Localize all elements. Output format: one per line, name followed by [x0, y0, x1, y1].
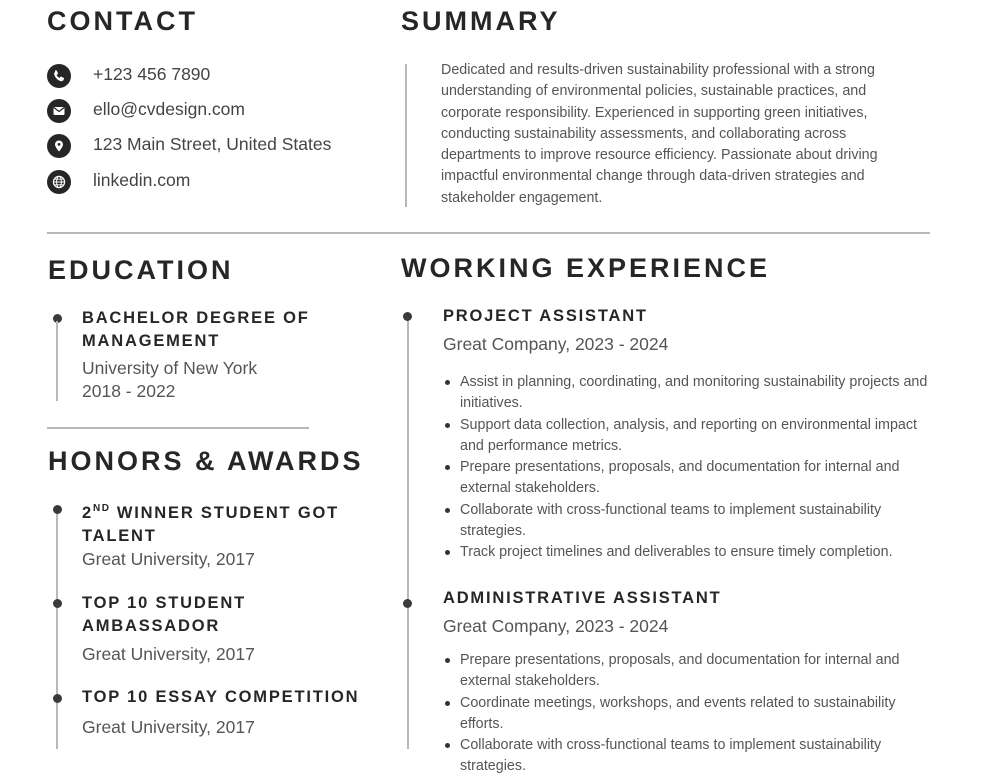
award-detail: Great University, 2017	[82, 644, 255, 664]
timeline-dot	[403, 312, 412, 321]
experience-heading: WORKING EXPERIENCE	[401, 253, 771, 283]
list-item: Collaborate with cross-functional teams to implement sustainability strategies.	[442, 500, 932, 543]
timeline-dot	[403, 599, 412, 608]
timeline-line	[407, 321, 409, 749]
timeline-dot	[53, 694, 62, 703]
contact-website[interactable]: linkedin.com	[93, 170, 191, 190]
list-item: Coordinate meetings, workshops, and events related to sustainability efforts.	[442, 693, 932, 736]
globe-icon	[47, 170, 71, 194]
job-bullets	[442, 650, 932, 778]
award-title-text: WINNER STUDENT GOT TALENT	[82, 504, 339, 545]
award-title: TOP 10 STUDENT AMBASSADOR	[82, 594, 246, 635]
job-title: ADMINISTRATIVE ASSISTANT	[443, 589, 722, 607]
summary-divider	[405, 64, 407, 207]
contact-phone[interactable]: +123 456 7890	[93, 64, 211, 84]
list-item: Prepare presentations, proposals, and documentation for internal and external stakeholders.	[442, 650, 932, 693]
timeline-dot	[53, 505, 62, 514]
list-item: Collaborate with cross-functional teams to implement sustainability strategies.	[442, 735, 932, 778]
contact-email[interactable]: ello@cvdesign.com	[93, 99, 245, 119]
job-bullets	[442, 372, 932, 564]
phone-icon	[47, 64, 71, 88]
list-item: Assist in planning, coordinating, and monitoring sustainability projects and initiatives.	[442, 372, 932, 415]
job-title: PROJECT ASSISTANT	[443, 307, 648, 325]
education-degree: BACHELOR DEGREE OF MANAGEMENT	[82, 309, 310, 350]
award-detail: Great University, 2017	[82, 717, 255, 737]
award-title: TOP 10 ESSAY COMPETITION	[82, 688, 360, 706]
timeline-line	[56, 512, 58, 749]
award-title	[82, 497, 372, 548]
education-heading: EDUCATION	[48, 255, 234, 285]
honors-heading: HONORS & AWARDS	[48, 446, 364, 476]
location-pin-icon	[47, 134, 71, 158]
education-school: University of New York	[82, 358, 258, 378]
list-item: Prepare presentations, proposals, and documentation for internal and external stakeholders.	[442, 457, 932, 500]
job-company: Great Company, 2023 - 2024	[443, 616, 669, 636]
award-ordinal-suffix: ND	[92, 503, 111, 514]
summary-heading: SUMMARY	[401, 6, 561, 36]
list-item: Track project timelines and deliverables to ensure timely completion.	[442, 542, 932, 563]
job-company: Great Company, 2023 - 2024	[443, 334, 669, 354]
timeline-dot	[53, 599, 62, 608]
contact-heading: CONTACT	[47, 6, 198, 36]
list-item: Support data collection, analysis, and reporting on environmental impact and performance metrics.	[442, 415, 932, 458]
award-detail: Great University, 2017	[82, 549, 255, 569]
section-divider	[47, 427, 309, 429]
contact-address: 123 Main Street, United States	[93, 134, 332, 154]
section-divider	[47, 232, 930, 234]
award-ordinal: 2	[82, 504, 93, 522]
mail-icon	[47, 99, 71, 123]
summary-text: Dedicated and results-driven sustainability professional with a strong understanding of environmental policies, sustainable practices, and corporate responsibility. Experienced in supporting green initiatives, conducting sustainability assessments, and collaborating across departments to improve resource efficiency. Passionate about driving impactful environmental change through data-driven strategies and stakeholder engagement.	[441, 62, 878, 206]
timeline-line	[56, 321, 58, 401]
education-years: 2018 - 2022	[82, 381, 176, 401]
